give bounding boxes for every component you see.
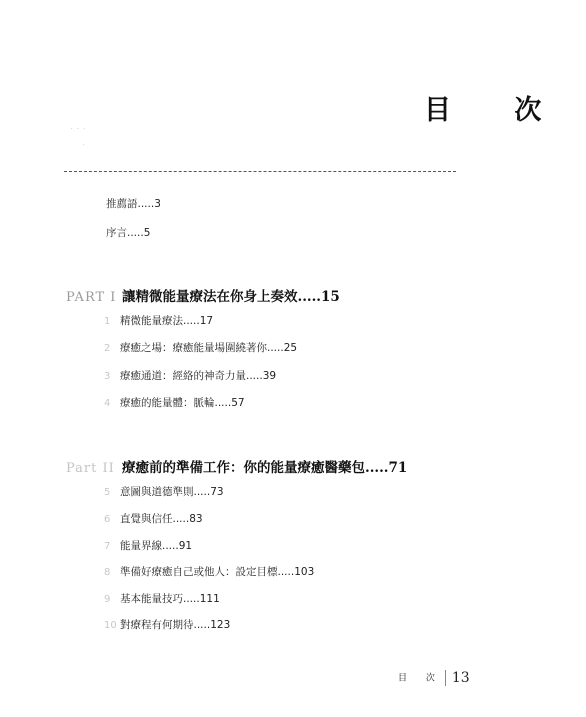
toc-chapter-9[interactable]: 9 基本能量技巧.....111 xyxy=(104,593,220,605)
toc-chapter-5[interactable]: 5 意圖與道德準則.....73 xyxy=(104,486,224,498)
chapter-number: 9 xyxy=(104,594,111,605)
chapter-number: 1 xyxy=(104,316,111,327)
chapter-page: 91 xyxy=(178,540,193,552)
entry-title: 序言 xyxy=(106,227,127,239)
chapter-page: 39 xyxy=(262,370,277,382)
chapter-title: 療癒的能量體：脈輪 xyxy=(120,397,215,409)
toc-chapter-4[interactable]: 4 療癒的能量體：脈輪.....57 xyxy=(104,397,245,409)
chapter-title: 意圖與道德準則 xyxy=(120,486,194,498)
footer-divider xyxy=(445,670,446,686)
toc-chapter-10[interactable]: 10 對療程有何期待.....123 xyxy=(104,619,231,631)
chapter-page: 123 xyxy=(210,619,231,631)
toc-chapter-2[interactable]: 2 療癒之場：療癒能量場圍繞著你.....25 xyxy=(104,342,298,354)
entry-page: 3 xyxy=(154,198,161,210)
part-title: 療癒前的準備工作：你的能量療癒醫藥包 xyxy=(122,460,365,476)
page-footer xyxy=(398,670,470,686)
page-title: 目 次 xyxy=(424,95,569,126)
chapter-page: 17 xyxy=(199,315,214,327)
chapter-title: 精微能量療法 xyxy=(120,315,183,327)
toc-chapter-3[interactable]: 3 療癒通道：經絡的神奇力量.....39 xyxy=(104,370,277,382)
chapter-page: 73 xyxy=(210,486,224,498)
running-head: 目 次 xyxy=(398,673,443,684)
toc-entry-preface[interactable]: 序言.....5 xyxy=(106,227,151,239)
scan-speck: · · · xyxy=(70,124,86,135)
toc-chapter-1[interactable]: 1 精微能量療法.....17 xyxy=(104,315,214,327)
chapter-title: 直覺與信任 xyxy=(120,513,173,525)
chapter-page: 103 xyxy=(294,566,315,578)
chapter-number: 7 xyxy=(104,541,111,552)
chapter-title: 療癒通道：經絡的神奇力量 xyxy=(120,370,246,382)
header-divider xyxy=(64,171,456,172)
chapter-title: 準備好療癒自己或他人：設定目標 xyxy=(120,566,278,578)
part-page: 71 xyxy=(388,460,408,476)
entry-title: 推薦語 xyxy=(106,198,138,210)
chapter-number: 2 xyxy=(104,343,111,354)
chapter-number: 8 xyxy=(104,567,111,578)
chapter-title: 療癒之場：療癒能量場圍繞著你 xyxy=(120,342,267,354)
toc-chapter-7[interactable]: 7 能量界線.....91 xyxy=(104,540,193,552)
toc-entry-endorsements[interactable]: 推薦語.....3 xyxy=(106,198,161,210)
chapter-title: 能量界線 xyxy=(120,540,162,552)
toc-part-2[interactable]: Part II 療癒前的準備工作：你的能量療癒醫藥包.....71 xyxy=(66,460,408,476)
toc-part-1[interactable]: PART I 讓精微能量療法在你身上奏效.....15 xyxy=(66,289,340,305)
chapter-title: 基本能量技巧 xyxy=(120,593,183,605)
chapter-number: 4 xyxy=(104,398,111,409)
chapter-number: 10 xyxy=(104,620,117,631)
part-label: PART I xyxy=(66,290,117,305)
page-number: 13 xyxy=(451,670,470,686)
scan-speck: · xyxy=(82,140,86,151)
chapter-number: 5 xyxy=(104,487,111,498)
part-label: Part II xyxy=(66,461,115,476)
chapter-number: 3 xyxy=(104,371,111,382)
chapter-number: 6 xyxy=(104,514,111,525)
chapter-page: 111 xyxy=(199,593,220,605)
chapter-title: 對療程有何期待 xyxy=(120,619,194,631)
chapter-page: 25 xyxy=(283,342,298,354)
toc-chapter-6[interactable]: 6 直覺與信任.....83 xyxy=(104,513,203,525)
part-page: 15 xyxy=(321,289,340,305)
chapter-page: 57 xyxy=(231,397,245,409)
toc-chapter-8[interactable]: 8 準備好療癒自己或他人：設定目標.....103 xyxy=(104,566,315,578)
entry-page: 5 xyxy=(143,227,151,239)
chapter-page: 83 xyxy=(189,513,203,525)
part-title: 讓精微能量療法在你身上奏效 xyxy=(122,289,298,305)
